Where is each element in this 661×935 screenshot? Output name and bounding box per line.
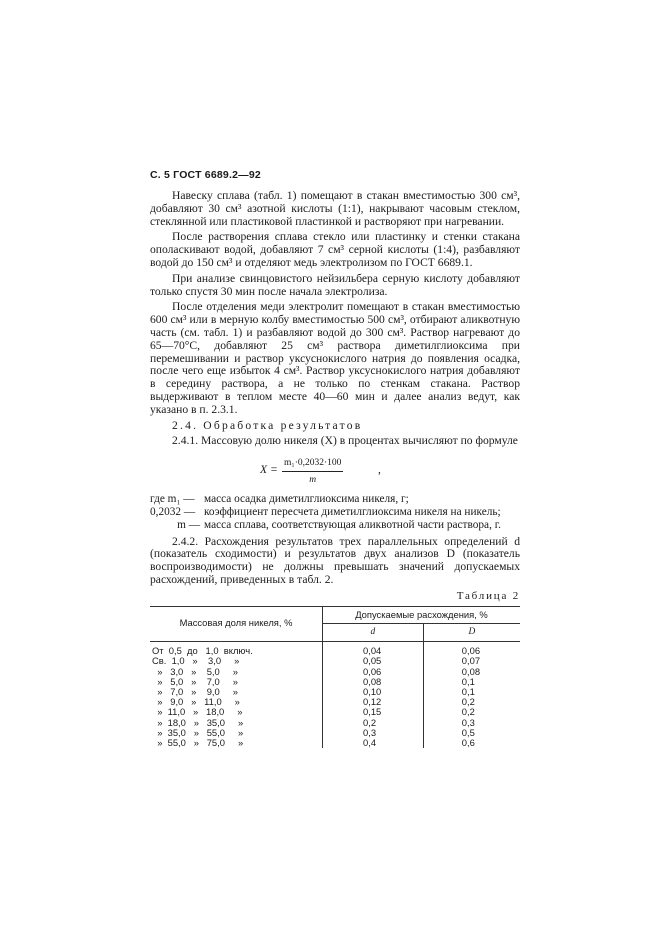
- header-D: D: [423, 624, 520, 642]
- formula-numerator: m₁·0,2032·100: [282, 457, 343, 472]
- cell-d: 0,04: [323, 642, 424, 657]
- definition-symbol: где m₁ —: [150, 493, 195, 506]
- cell-D: 0,6: [461, 736, 475, 748]
- cell-range: От 0,5 до 1,0 включ.: [150, 642, 323, 657]
- cell-D: 0,5: [461, 726, 475, 738]
- definition-row: [150, 493, 520, 506]
- definition-text: коэффициент пересчета диметилглиоксима никеля на никель;: [204, 505, 501, 518]
- table-row: [150, 707, 520, 717]
- definition-symbol: m —: [177, 518, 200, 531]
- cell-d: 0,10: [323, 687, 424, 697]
- table-caption: Таблица 2: [456, 589, 520, 602]
- document-body: [150, 190, 520, 748]
- header-d: d: [323, 624, 424, 642]
- cell-D: 0,2: [461, 696, 475, 708]
- paragraph-sample-dissolution: Навеску сплава (табл. 1) помещают в стакан вместимостью 300 см³, добавляют 30 см³ азотной кислоты (1:1), накрывают часовым стеклом, стеклянной или пластиковой пластинкой и растворяют при нагревании.: [150, 189, 520, 228]
- page-header: С. 5 ГОСТ 6689.2—92: [150, 169, 261, 181]
- cell-range: Св. 1,0 » 3,0 »: [150, 656, 323, 666]
- cell-d: 0,05: [323, 656, 424, 666]
- cell-D: 0,1: [461, 685, 475, 697]
- formula-tail: ,: [378, 463, 381, 477]
- table-row: [150, 656, 520, 666]
- cell-range: » 7,0 » 9,0 »: [150, 687, 323, 697]
- tolerance-table: [150, 606, 520, 749]
- cell-d: 0,4: [323, 738, 424, 748]
- cell-d: 0,2: [323, 718, 424, 728]
- cell-d: 0,06: [323, 667, 424, 677]
- paragraph-precipitation: После отделения меди электролит помещают в стакан вместимостью 600 см³ или в мерную колбу вместимостью 500 см³, отбирают аликвотную часть (см. табл. 1) и разбавляют водой до 300 см³. Раствор нагревают до 65—70°C, добавляют 25 см³ раствора диметилглиоксима при перемешивании и раствор уксуснокислого натрия до появления осадка, после чего еще избыток 4 см³. Раствор уксуснокислого натрия добавляют в середину раствора, а не только по стенкам стакана. Раствор выдерживают в теплом месте 40—60 мин и далее анализ ведут, как указано в п. 2.3.1.: [150, 300, 520, 416]
- definition-text: масса осадка диметилглиоксима никеля, г;: [204, 493, 409, 506]
- cell-d: 0,08: [323, 677, 424, 687]
- formula: [150, 457, 520, 483]
- cell-D: 0,1: [461, 675, 475, 687]
- clause-2-4-1: 2.4.1. Массовую долю никеля (X) в процентах вычисляют по формуле: [172, 434, 518, 448]
- cell-D: 0,08: [461, 665, 481, 677]
- definition-symbol: 0,2032 —: [150, 505, 196, 518]
- cell-d: 0,15: [323, 707, 424, 717]
- definitions: [150, 493, 520, 531]
- cell-d: 0,12: [323, 697, 424, 707]
- clause-2-4-2: 2.4.2. Расхождения результатов трех параллельных определений d (показатель сходимости) и результатов двух анализов D (показатель воспроизводимости) не должны превышать значений допускаемых расхождений, приведенных в табл. 2.: [150, 534, 520, 586]
- cell-D: 0,3: [461, 716, 475, 728]
- definition-text: масса сплава, соответствующая аликвотной части раствора, г.: [204, 518, 501, 531]
- cell-D: 0,2: [461, 706, 475, 718]
- paragraph-lead-nickel-silver: При анализе свинцовистого нейзильбера серную кислоту добавляют только спустя 30 мин после начала электролиза.: [150, 271, 520, 298]
- cell-range: » 18,0 » 35,0 »: [150, 718, 323, 728]
- cell-D: 0,06: [461, 645, 481, 657]
- section-title: 2.4. Обработка результатов: [172, 418, 363, 432]
- header-tolerances: Допускаемые расхождения, %: [323, 606, 521, 624]
- formula-fraction: [282, 457, 343, 487]
- cell-range: » 11,0 » 18,0 »: [150, 707, 323, 717]
- cell-range: » 3,0 » 5,0 »: [150, 667, 323, 677]
- table-row: [150, 642, 520, 657]
- cell-d: 0,3: [323, 728, 424, 738]
- header-nickel-fraction: Массовая доля никеля, %: [150, 606, 323, 642]
- formula-denominator: m: [309, 474, 317, 485]
- formula-lhs: X =: [260, 463, 278, 477]
- paragraph-copper-electrolysis: После растворения сплава стекло или пластинку и стенки стакана ополаскивают водой, добавляют 7 см³ серной кислоты (1:4), разбавляют водой до 150 см³ и отделяют медь электролизом по ГОСТ 6689.1.: [150, 230, 520, 269]
- cell-range: » 35,0 » 55,0 »: [150, 728, 323, 738]
- table-row: [150, 738, 520, 748]
- cell-range: » 9,0 » 11,0 »: [150, 697, 323, 707]
- cell-range: » 55,0 » 75,0 »: [150, 738, 323, 748]
- cell-range: » 5,0 » 7,0 »: [150, 677, 323, 687]
- definition-row: [150, 519, 520, 532]
- cell-D: 0,07: [461, 655, 481, 667]
- definition-row: [150, 506, 520, 519]
